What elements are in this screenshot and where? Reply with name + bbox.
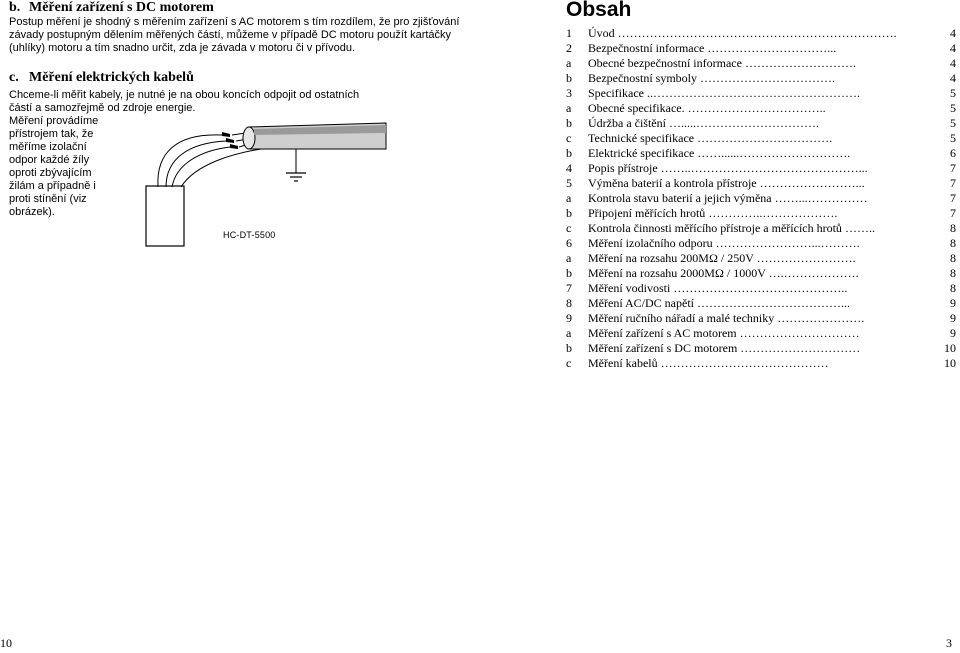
- toc-label: [588, 236, 860, 251]
- toc-page: 8: [950, 251, 956, 265]
- meter-body: [146, 186, 184, 246]
- section-c-line: odpor každé žíly: [9, 154, 90, 166]
- toc-number: 2: [566, 41, 572, 55]
- toc-number: 3: [566, 86, 572, 100]
- page-number-right: 3: [946, 636, 952, 650]
- toc-page: 4: [950, 41, 956, 55]
- toc-row: [566, 86, 956, 101]
- toc-row: [566, 281, 956, 296]
- toc-page: 7: [950, 206, 956, 220]
- toc-page: 10: [944, 356, 956, 370]
- toc-label: [588, 176, 865, 191]
- toc-row: [566, 56, 956, 71]
- toc-row: [566, 236, 956, 251]
- figure-label: HC-DT-5500: [223, 230, 276, 240]
- toc-leader-dots: ……………………………………..: [673, 281, 848, 295]
- section-c-line: Měření provádíme: [9, 115, 99, 127]
- toc-leader-dots: ..…………………………………………….: [646, 86, 860, 100]
- toc-page: 8: [950, 221, 956, 235]
- toc-row: [566, 176, 956, 191]
- toc-row: [566, 206, 956, 221]
- toc-leader-dots: ……...……………: [774, 191, 868, 205]
- toc-label-text: Technické specifikace: [588, 131, 695, 145]
- section-b: [9, 0, 479, 55]
- toc-page: 6: [950, 146, 956, 160]
- page-number-left: 10: [0, 636, 12, 650]
- toc-label: [588, 71, 835, 86]
- toc-number: b: [566, 206, 572, 220]
- toc-number: b: [566, 146, 572, 160]
- toc-label: [588, 146, 850, 161]
- toc-leader-dots: …………………………...: [707, 41, 837, 55]
- cable-end: [243, 127, 255, 149]
- toc-page: 8: [950, 236, 956, 250]
- toc-leader-dots: …………………………….: [697, 131, 833, 145]
- toc-label: [588, 191, 868, 206]
- toc-page: 4: [950, 56, 956, 70]
- table-of-contents: [566, 26, 956, 371]
- toc-row: [566, 191, 956, 206]
- toc-label: [588, 341, 860, 356]
- toc-label: [588, 26, 897, 41]
- toc-row: [566, 131, 956, 146]
- section-c-line: obrázek).: [9, 206, 55, 218]
- section-b-text: Postup měření je shodný s měřením zařízení s AC motorem s tím rozdílem, že pro zjišťování závady postupným dělením měřených částí, můžeme v případě DC motoru použít kartáčky (uhlíky) motoru a tím snadno určit, zda je závada v motoru či v přívodu.: [9, 16, 460, 54]
- toc-label-text: Měření kabelů: [588, 356, 658, 370]
- toc-label-text: Obecné specifikace.: [588, 101, 685, 115]
- toc-number: b: [566, 116, 572, 130]
- toc-label: [588, 101, 826, 116]
- toc-label-text: Měření zařízení s AC motorem: [588, 326, 737, 340]
- toc-label-text: Připojení měřících hrotů: [588, 206, 706, 220]
- toc-label-text: Měření na rozsahu 2000MΩ / 1000V: [588, 266, 766, 280]
- toc-label-text: Popis přístroje: [588, 161, 658, 175]
- toc-label-text: Bezpečnostní informace: [588, 41, 705, 55]
- toc-label-text: Výměna baterií a kontrola přístroje: [588, 176, 757, 190]
- toc-label: [588, 326, 860, 341]
- toc-page: 9: [950, 326, 956, 340]
- toc-label-text: Měření ručního nářadí a malé techniky: [588, 311, 775, 325]
- toc-label: [588, 116, 819, 131]
- toc-label: [588, 356, 829, 371]
- clip-2: [226, 138, 234, 143]
- toc-label: [588, 281, 847, 296]
- toc-leader-dots: …………..……………….: [708, 206, 838, 220]
- toc-number: a: [566, 101, 572, 115]
- test-lead-2: [166, 141, 226, 187]
- toc-number: a: [566, 191, 572, 205]
- toc-number: c: [566, 356, 572, 370]
- section-c-line: přístrojem tak, že: [9, 128, 94, 140]
- toc-label-text: Úvod: [588, 26, 615, 40]
- toc-page: 5: [950, 86, 956, 100]
- toc-leader-dots: …………………………: [740, 341, 861, 355]
- toc-leader-dots: ……………………...……….: [715, 236, 860, 250]
- toc-label-text: Obecné bezpečnostní informace: [588, 56, 742, 70]
- toc-page: 9: [950, 311, 956, 325]
- section-c-line: žilám a případně i: [9, 180, 96, 192]
- toc-leader-dots: ……......……………………….: [697, 146, 851, 160]
- toc-label-text: Elektrické specifikace: [588, 146, 695, 160]
- toc-label-text: Měření AC/DC napětí: [588, 296, 694, 310]
- toc-row: [566, 221, 956, 236]
- toc-leader-dots: ……………………………..: [687, 101, 826, 115]
- toc-number: b: [566, 71, 572, 85]
- toc-leader-dots: …………………………: [739, 326, 860, 340]
- toc-number: 8: [566, 296, 572, 310]
- section-c-line: proti stínění (viz: [9, 193, 87, 205]
- clip-3: [230, 144, 238, 149]
- toc-title: Obsah: [566, 0, 632, 21]
- toc-page: 5: [950, 116, 956, 130]
- toc-leader-dots: …………………………….: [699, 71, 835, 85]
- toc-label: [588, 161, 868, 176]
- toc-row: [566, 326, 956, 341]
- toc-row: [566, 296, 956, 311]
- toc-label: [588, 86, 860, 101]
- toc-leader-dots: ……………………….: [744, 56, 856, 70]
- toc-number: c: [566, 131, 572, 145]
- toc-row: [566, 311, 956, 326]
- toc-page: 8: [950, 281, 956, 295]
- toc-label-text: Měření izolačního odporu: [588, 236, 713, 250]
- clip-1: [222, 132, 230, 137]
- toc-leader-dots: ……………………………………: [660, 356, 829, 370]
- toc-page: 9: [950, 296, 956, 310]
- toc-leader-dots: ….....………………………….: [668, 116, 819, 130]
- toc-leader-dots: ………………….: [777, 311, 865, 325]
- toc-row: [566, 101, 956, 116]
- toc-label: [588, 221, 875, 236]
- toc-number: 5: [566, 176, 572, 190]
- toc-number: b: [566, 266, 572, 280]
- toc-leader-dots: …………………….: [756, 251, 856, 265]
- toc-page: 5: [950, 101, 956, 115]
- toc-number: 1: [566, 26, 572, 40]
- toc-leader-dots: ………………………………...: [696, 296, 850, 310]
- section-c-intro: Chceme-li měřit kabely, je nutné je na obou koncích odpojit od ostatních částí a samozřejmě od zdroje energie.: [9, 89, 360, 114]
- toc-label-text: Specifikace: [588, 86, 644, 100]
- toc-row: [566, 341, 956, 356]
- toc-leader-dots: ……………………...: [759, 176, 865, 190]
- toc-label: [588, 251, 856, 266]
- toc-label-text: Bezpečnostní symboly: [588, 71, 697, 85]
- toc-page: 5: [950, 131, 956, 145]
- toc-number: 9: [566, 311, 572, 325]
- toc-label-text: Měření na rozsahu 200MΩ / 250V: [588, 251, 754, 265]
- toc-page: 8: [950, 266, 956, 280]
- toc-number: 6: [566, 236, 572, 250]
- toc-label-text: Měření vodivosti: [588, 281, 671, 295]
- toc-row: [566, 146, 956, 161]
- toc-label: [588, 131, 832, 146]
- toc-number: a: [566, 326, 572, 340]
- toc-row: [566, 116, 956, 131]
- toc-leader-dots: …………………………………………………………….: [617, 26, 897, 40]
- section-c-heading: c. Měření elektrických kabelů: [9, 70, 194, 85]
- toc-row: [566, 251, 956, 266]
- section-c-line: oproti zbývajícím: [9, 167, 92, 179]
- toc-label: [588, 41, 836, 56]
- section-c-line: měříme izolační: [9, 141, 87, 153]
- toc-leader-dots: ……..: [844, 221, 875, 235]
- toc-number: 7: [566, 281, 572, 295]
- toc-label-text: Kontrola činnosti měřícího přístroje a měřících hrotů: [588, 221, 842, 235]
- toc-label: [588, 56, 856, 71]
- toc-page: 7: [950, 176, 956, 190]
- toc-page: 7: [950, 191, 956, 205]
- toc-page: 4: [950, 71, 956, 85]
- toc-row: [566, 161, 956, 176]
- toc-number: 4: [566, 161, 572, 175]
- toc-page: 10: [944, 341, 956, 355]
- cable-measurement-figure: [136, 103, 391, 248]
- toc-number: c: [566, 221, 572, 235]
- toc-row: [566, 41, 956, 56]
- toc-row: [566, 71, 956, 86]
- toc-label-text: Údržba a čištění: [588, 116, 666, 130]
- toc-page: 7: [950, 161, 956, 175]
- toc-number: a: [566, 251, 572, 265]
- toc-number: b: [566, 341, 572, 355]
- toc-label: [588, 311, 864, 326]
- toc-number: a: [566, 56, 572, 70]
- toc-label: [588, 266, 859, 281]
- toc-label: [588, 296, 850, 311]
- toc-label-text: Měření zařízení s DC motorem: [588, 341, 738, 355]
- section-b-heading: b. Měření zařízení s DC motorem: [9, 0, 214, 15]
- ground-lead: [181, 149, 296, 187]
- toc-label: [588, 206, 837, 221]
- toc-label-text: Kontrola stavu baterií a jejich výměna: [588, 191, 772, 205]
- toc-page: 4: [950, 26, 956, 40]
- toc-leader-dots: ….……………….: [768, 266, 859, 280]
- toc-leader-dots: ……..……………………………………...: [660, 161, 868, 175]
- toc-row: [566, 266, 956, 281]
- toc-row: [566, 356, 956, 371]
- test-lead-3: [172, 147, 230, 187]
- toc-row: [566, 26, 956, 41]
